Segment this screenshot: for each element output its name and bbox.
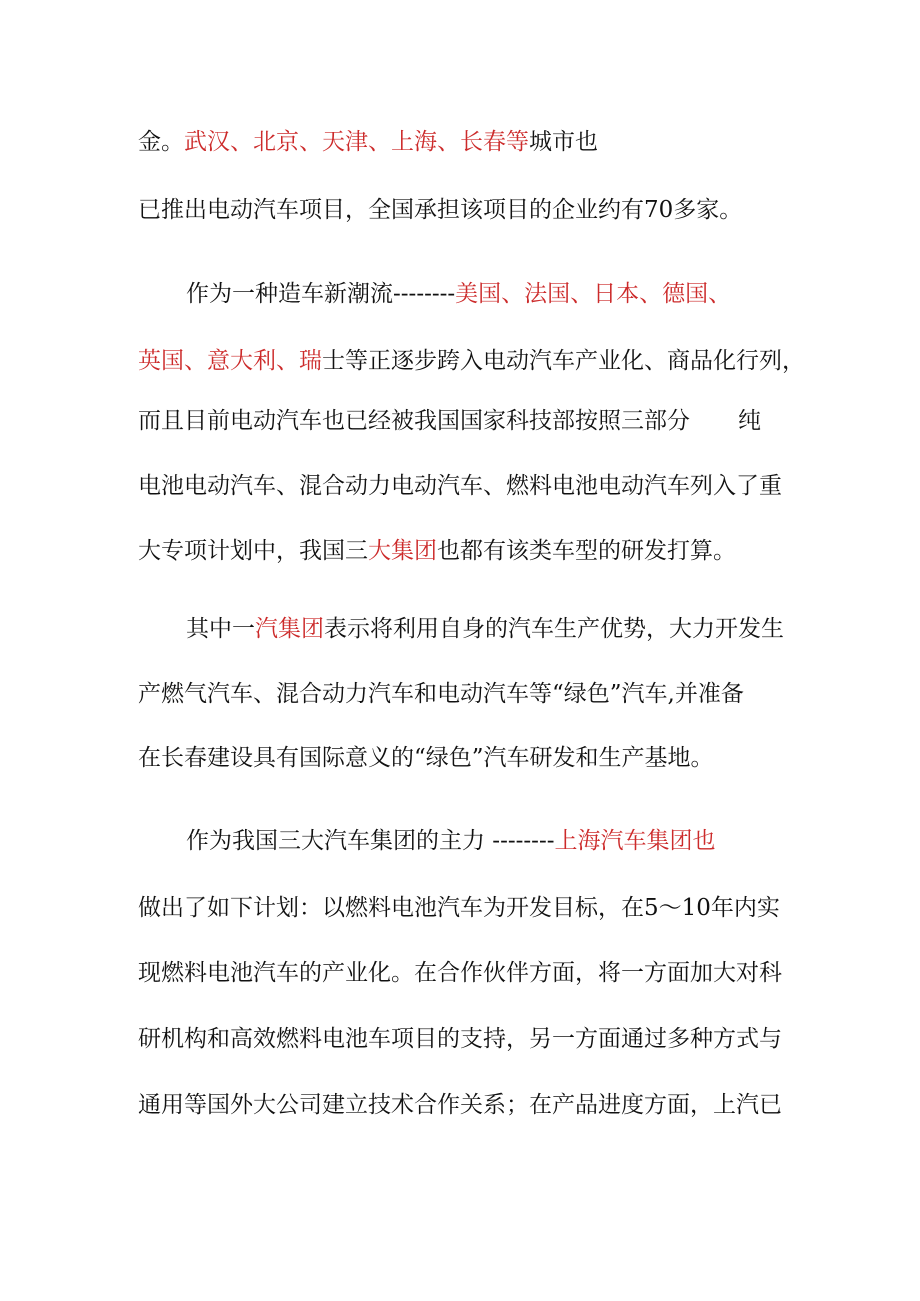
text-line-11: 作为我国三大汽车集团的主力 --------上海汽车集团也 [186,828,716,854]
text-line-3: 作为一种造车新潮流--------美国、法国、日本、德国、 [186,281,732,307]
text-line-5: 而且目前电动汽车也已经被我国国家科技部按照三部分 纯 [138,408,761,434]
text-line-7: 大专项计划中，我国三大集团也都有该类车型的研发打算。 [138,538,736,564]
text-line-14: 研机构和高效燃料电池车项目的支持，另一方面通过多种方式与 [138,1026,782,1052]
text-line-15: 通用等国外大公司建立技术合作关系；在产品进度方面，上汽已 [138,1092,782,1118]
text-line-8: 其中一汽集团表示将利用自身的汽车生产优势，大力开发生 [186,616,784,642]
text-line-12: 做出了如下计划：以燃料电池汽车为开发目标，在5～10年内实 [138,895,780,921]
text-line-10: 在长春建设具有国际意义的“绿色”汽车研发和生产基地。 [138,745,714,771]
text-line-6: 电池电动汽车、混合动力电动汽车、燃料电池电动汽车列入了重 [138,473,782,499]
text-line-13: 现燃料电池汽车的产业化。在合作伙伴方面，将一方面加大对科 [138,960,782,986]
text-line-4: 英国、意大利、瑞士等正逐步跨入电动汽车产业化、商品化行列， [138,348,805,374]
text-line-2: 已推出电动汽车项目，全国承担该项目的企业约有70多家。 [138,197,743,223]
text-line-1: 金。武汉、北京、天津、上海、长春等城市也 [138,129,598,155]
text-line-9: 产燃气汽车、混合动力汽车和电动汽车等“绿色”汽车,并准备 [138,681,744,707]
